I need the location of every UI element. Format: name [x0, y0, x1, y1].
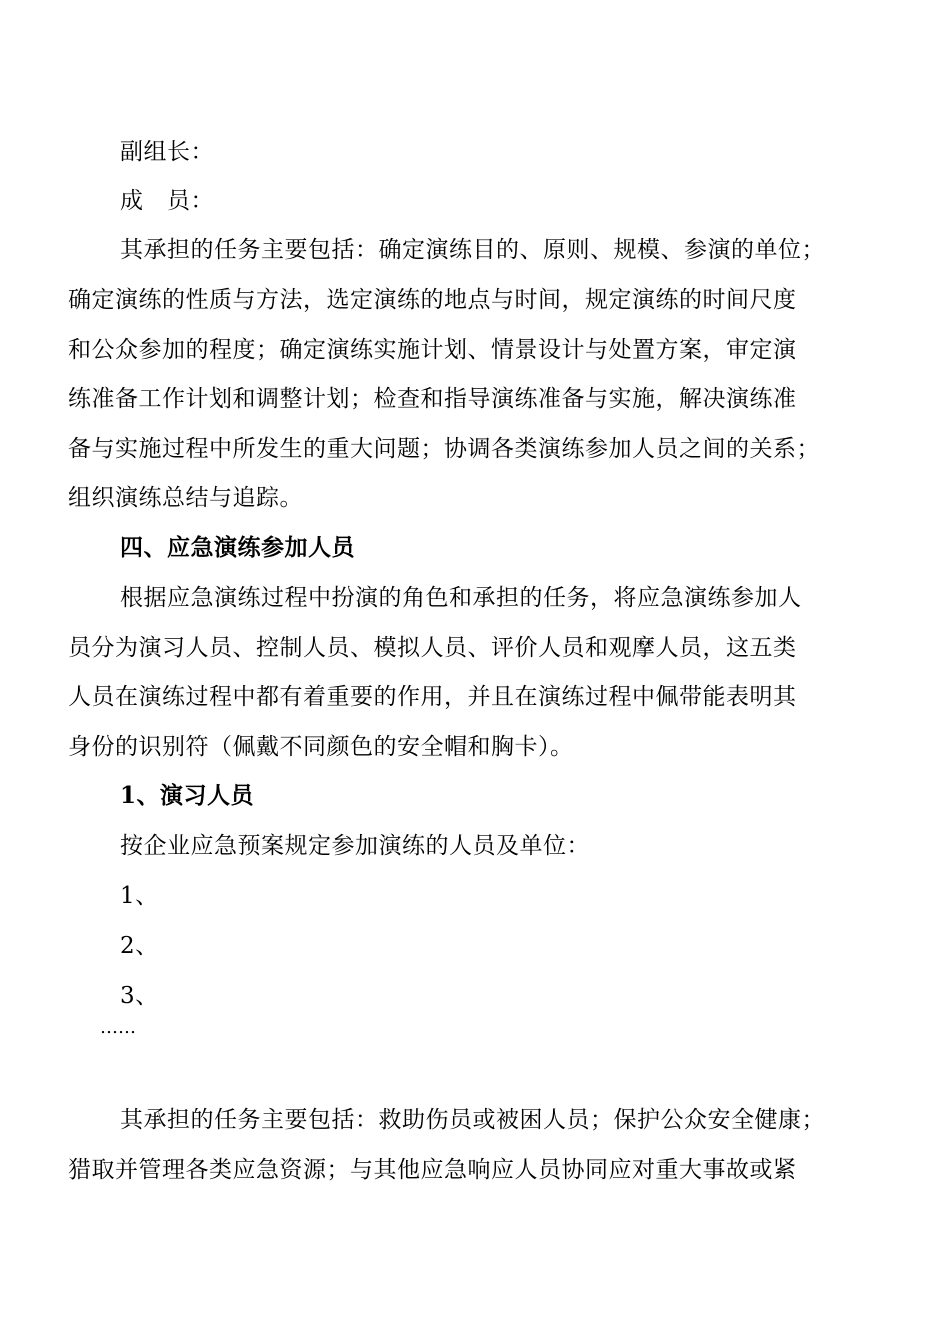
paragraph-line: 练准备工作计划和调整计划；检查和指导演练准备与实施，解决演练准 — [68, 386, 797, 412]
paragraph-line: 根据应急演练过程中扮演的角色和承担的任务，将应急演练参加人 — [120, 585, 802, 611]
ellipsis: …… — [100, 1017, 136, 1038]
paragraph-line: 猎取并管理各类应急资源；与其他应急响应人员协同应对重大事故或紧 — [68, 1157, 797, 1183]
section-heading: 四、应急演练参加人员 — [120, 534, 355, 561]
paragraph-line: 组织演练总结与追踪。 — [68, 485, 303, 511]
paragraph-line: 确定演练的性质与方法，选定演练的地点与时间，规定演练的时间尺度 — [68, 287, 797, 313]
list-item: 3、 — [120, 983, 159, 1009]
paragraph-line: 其承担的任务主要包括：救助伤员或被困人员；保护公众安全健康； — [120, 1107, 825, 1133]
paragraph-line: 员分为演习人员、控制人员、模拟人员、评价人员和观摩人员，这五类 — [68, 635, 797, 661]
paragraph-line: 身份的识别符（佩戴不同颜色的安全帽和胸卡）。 — [68, 734, 574, 760]
paragraph-line: 按企业应急预案规定参加演练的人员及单位： — [120, 833, 590, 859]
paragraph-line: 人员在演练过程中都有着重要的作用，并且在演练过程中佩带能表明其 — [68, 684, 797, 710]
members-label: 成 员： — [120, 188, 214, 214]
paragraph-line: 其承担的任务主要包括：确定演练目的、原则、规模、参演的单位； — [120, 237, 825, 263]
list-item: 2、 — [120, 933, 159, 959]
list-item: 1、 — [120, 883, 159, 909]
deputy-leader-label: 副组长： — [120, 139, 214, 165]
paragraph-line: 备与实施过程中所发生的重大问题；协调各类演练参加人员之间的关系； — [68, 436, 820, 462]
paragraph-line: 和公众参加的程度；确定演练实施计划、情景设计与处置方案，审定演 — [68, 337, 797, 363]
subsection-heading: 1、演习人员 — [120, 782, 255, 809]
